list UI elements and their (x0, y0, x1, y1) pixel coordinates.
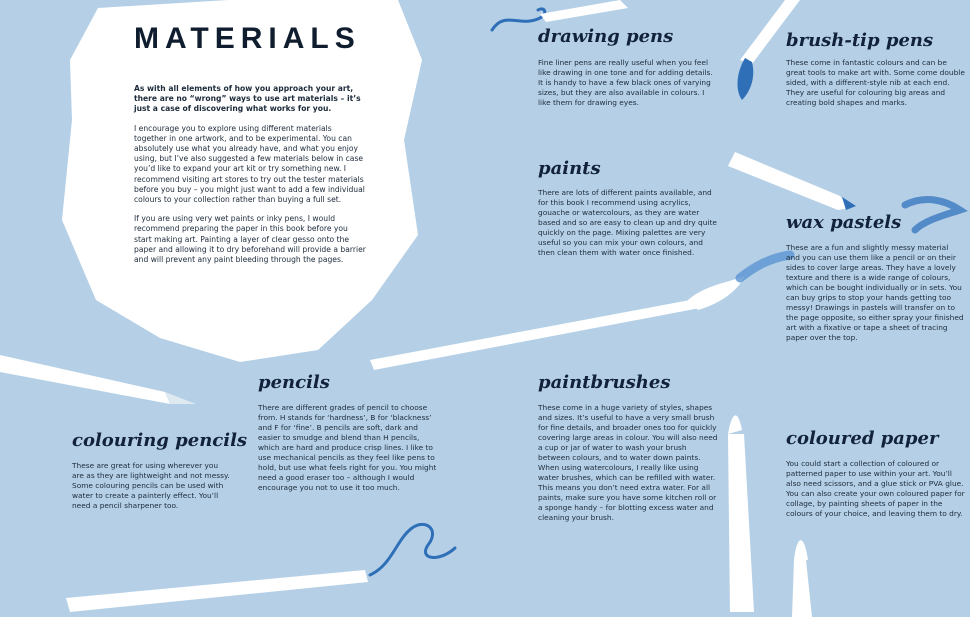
colouring-pencils-heading: colouring pencils (72, 430, 248, 451)
white-marker-illustration (728, 152, 856, 210)
intro-text (134, 84, 366, 274)
paintbrushes-text: These come in a huge variety of styles, shapes and sizes. It’s useful to have a very small brush for fine details, and broader ones too for quickly covering large areas in colour. You will also need a cup or jar of water to wash your brush between colours, and to water down paints. When using watercolours, I really like using water brushes, which can be refilled with water. This means you don’t need extra water. For all paints, make sure you have some kitchen roll or a sponge handy – for blotting excess water and cleaning your brush. (538, 403, 718, 522)
drawing-pens-heading: drawing pens (538, 26, 674, 47)
colouring-pencil-illustration (0, 355, 196, 404)
colouring-pencils-text: These are great for using wherever you are as they are lightweight and not messy. Some colouring pencils can be used with water to create a painterly effect. You’ll need a pencil sharpener too. (72, 461, 230, 510)
wax-pastels-heading: wax pastels (786, 212, 902, 233)
paints-text: There are lots of different paints available, and for this book I recommend using acrylics, gouache or watercolours, as they are water based and so are easy to clean up and dry quite quickly on the page. Mixing palettes are very useful so you can mix your own colours, and then clean them with water once finished. (538, 188, 717, 257)
wax-pastel-scribble (905, 200, 960, 230)
brush-tip-pens-text: These come in fantastic colours and can be great tools to make art with. Some come double sided, with a different-style nib at each end. They are useful for colouring big areas and creating bold shapes and marks. (786, 58, 965, 107)
paintbrushes-heading: paintbrushes (538, 372, 671, 393)
intro-lead: As with all elements of how you approach your art, there are no “wrong” ways to use art materials – it’s just a case of discovering what works for you. (134, 84, 361, 114)
pencil-illustration (66, 524, 455, 612)
coloured-paper-heading: coloured paper (786, 428, 939, 449)
brush-tip-pens-heading: brush-tip pens (786, 30, 934, 51)
drawing-pens-text: Fine liner pens are really useful when you feel like drawing in one tone and for adding details. It is handy to have a few black ones of varying sizes, but they are also available in colours. I like them for drawing eyes. (538, 58, 713, 107)
coloured-paper-text: You could start a collection of coloured or patterned paper to use within your art. You’ll also need scissors, and a glue stick or PVA glue. You can also create your own coloured paper for collage, by painting sheets of paper in the colours of your choice, and leaving them to dry. (786, 459, 965, 518)
pencils-text: There are different grades of pencil to choose from. H stands for ‘hardness’, B for ‘blackness’ and F for ‘fine’. B pencils are soft, dark and easier to smudge and blend than H pencils, which are hard and produce crisp lines. I like to use mechanical pencils as they feel like pens to hold, but use what feels right for you. You might need a good eraser too – although I would encourage you not to use it too much. (258, 403, 437, 492)
wax-pastels-text: These are a fun and slightly messy material and you can use them like a pencil or on their sides to cover large areas. They have a lovely texture and there is a wide range of colours, which can be bought individually or in sets. You can buy grips to stop your hands getting too messy! Drawings in pastels will transfer on to the page opposite, so either spray your finished art with a fixative or tape a sheet of tracing paper over the top. (786, 243, 964, 342)
pencils-heading: pencils (258, 372, 330, 393)
paints-heading: paints (538, 158, 601, 179)
intro-paragraph-2: If you are using very wet paints or inky pens, I would recommend preparing the paper in this book before you start making art. Painting a layer of clear gesso onto the paper and allowing it to dry beforehand will provide a barrier and will prevent any paint bleeding through the pages. (134, 214, 366, 265)
intro-paragraph-1: I encourage you to explore using different materials together in one artwork, and to be experimental. You can absolutely use what you already have, and what you enjoy using, but I’ve also suggested a few materials below in case you’d like to expand your art kit or try something new. I recommend visiting art stores to try out the tester materials before you buy – you might just want to add a few individual colours to your collection rather than buying a full set. (134, 123, 365, 205)
page-title: MATERIALS (134, 22, 361, 55)
paintbrush-illustration (370, 255, 790, 370)
